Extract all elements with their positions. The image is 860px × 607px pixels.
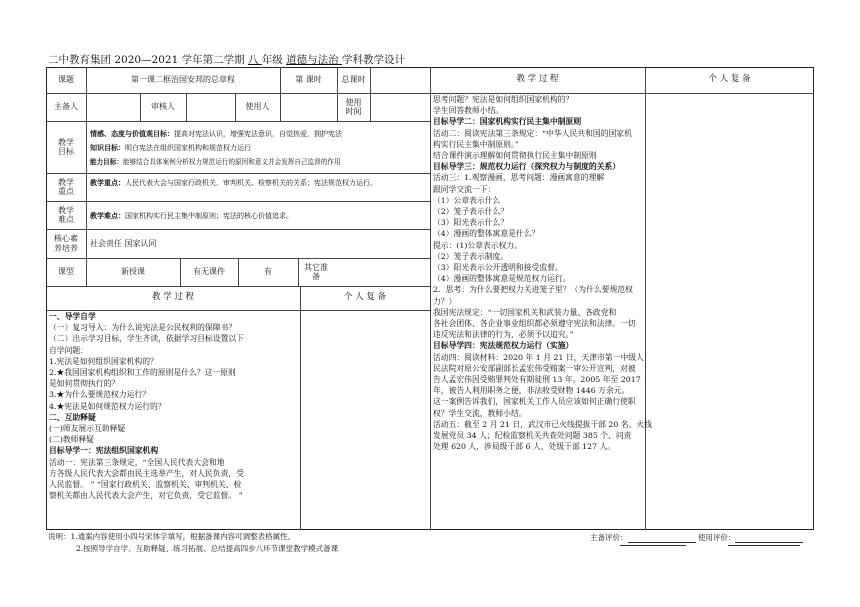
label-other-preparation: 其它准 备	[304, 262, 328, 281]
use-eval-label: 使用评价：	[697, 533, 736, 542]
document-heading	[48, 52, 568, 66]
process-line: 构实行民主集中制原则。”	[433, 139, 519, 149]
column-divider	[430, 67, 431, 530]
process-line: 活动一：宪法第三条规定，“全国人民代表大会和地	[49, 457, 225, 467]
goal-emotion-label: 情感、态度与价值观目标：	[90, 129, 174, 138]
label-use-time: 使用 时间	[345, 97, 362, 116]
process-line: 违反宪法和法律的行为，必须予以追究。”	[433, 330, 574, 340]
difficult-points-text: 国家机构实行民主集中制原则；宪法的核心价值追求。	[125, 212, 293, 220]
courseware-value: 有	[264, 267, 272, 277]
process-line: 处理 620 人，涉局级干部 6 人、处级干部 127 人。	[433, 442, 616, 452]
process-line: 目标导学一：宪法组织国家机构	[49, 446, 159, 456]
process-line: 目标导学二：国家机构实行民主集中制原则	[433, 117, 582, 127]
note-2: 2.按照导学自学、互助释疑、练习拓展、总结提高四步八环节课堂教学模式备课	[76, 544, 339, 553]
evaluation-area	[590, 532, 803, 543]
process-line: (一)师友展示互助释疑	[49, 424, 126, 434]
process-line: 学生回答教师小结。	[433, 106, 504, 116]
label-main-preparer: 主备人	[54, 102, 78, 112]
process-line: 这一案例告诉我们，国家机关工作人员应该如何正确行使职	[433, 397, 636, 407]
process-line: 权？学生交流，教师小结。	[433, 408, 527, 418]
process-line: 4.★宪法是如何规范权力运行的？	[49, 401, 166, 411]
process-line: 活动五：截至 2 月 21 日，武汉市已火线提拔干部 20 名、火线	[433, 419, 652, 429]
process-line: 力？）	[433, 296, 457, 306]
row-divider	[46, 201, 430, 202]
process-line: 告人孟宏伟因受贿罪判处有期徒刑 13 年。2005 年至 2017	[433, 375, 641, 385]
process-line: (二)教师释疑	[49, 435, 95, 445]
goal-knowledge-text: 明白宪法在组织国家机构和规范权力运行	[125, 144, 251, 152]
key-points-content	[90, 177, 428, 189]
left-process-content	[49, 311, 299, 501]
main-eval-underline-2	[620, 545, 686, 546]
process-line: 3.★为什么要规范权力运行？	[49, 390, 151, 400]
process-line: （4）漫画的整体寓意是规范权力运行。	[433, 274, 571, 284]
process-line: 结合课件演示理解如何贯彻执行民主集中制原则	[433, 151, 597, 161]
process-line: （3）阳光表示什么？	[433, 218, 509, 228]
process-line: 1.宪法是如何组织国家机构的？	[49, 356, 158, 366]
process-line: （2）笼子表示什么？	[433, 207, 509, 217]
goal-emotion-text: 提高对宪法认识，增强宪法意识，自觉热爱，拥护宪法	[174, 130, 342, 138]
process-line: 人民监督。 ” “国家行政机关、监察机关、审判机关、检	[49, 480, 242, 490]
process-line: （3）阳光表示公开透明和接受监督。	[433, 263, 563, 273]
goal-ability-label: 能力目标：	[90, 158, 123, 166]
label-total-lessons: 总课时	[341, 75, 366, 85]
difficult-points-title: 教学难点：	[90, 211, 125, 220]
goal-knowledge-label: 知识目标：	[90, 143, 125, 152]
teaching-goals-content	[90, 127, 428, 169]
row-divider	[46, 121, 430, 122]
process-line: 民法院对原公安部副部长孟宏伟受贿案一审公开宣判，对被	[433, 363, 636, 373]
process-line: 2．思考：为什么要把权力关进笼子里？（为什么要规范权	[433, 285, 633, 295]
process-line: 活动三：1.观察漫画，思考问题：漫画寓意的理解	[433, 173, 605, 183]
process-line: 一、导学自学	[49, 312, 96, 321]
process-line: 2.★我国国家机构组织和工作的原则是什么？这一原则	[49, 368, 236, 378]
key-points-title: 教学重点：	[90, 178, 125, 187]
process-line: 目标导学三：规范权力运行（探究权力与制度的关系）	[433, 162, 621, 172]
column-divider	[370, 67, 371, 93]
heading-subject: 道德与法治	[286, 54, 342, 66]
goal-ability-text: 能够结合具体案例分析权力规范运行的原因和意义并会发挥自己监督的作用	[122, 158, 341, 166]
process-line: 各社会团体、各企业事业组织都必须遵守宪法和法律。一切	[433, 319, 636, 329]
process-line: 是如何贯彻执行的？	[49, 379, 120, 389]
label-has-courseware: 有无课件	[193, 267, 225, 277]
process-line: 自学问题：	[49, 345, 88, 355]
process-line: 发展党员 34 人；纪检监察机关共查处问题 385 个、问责	[433, 431, 632, 441]
label-user: 使用人	[245, 102, 270, 112]
label-teaching-goals: 教学 目标	[58, 137, 74, 156]
process-line: 察机关都由人民代表大会产生，对它负责，受它监督。 ”	[49, 491, 243, 501]
note-1: 1.通案内容使用小四号宋体字填写，根据备课内容可调整表格属性。	[70, 532, 296, 541]
label-reviewer: 审核人	[151, 102, 175, 112]
process-line: 目标导学四：宪法规范权力运行（实施）	[433, 341, 574, 351]
key-points-text: 人民代表大会与国家行政机关、审判机关、检察机关的关系；宪法规范权力运行。	[125, 179, 377, 187]
process-line: 我国宪法规定：“一切国家机关和武装力量、各政党和	[433, 307, 617, 317]
process-line: 跟同学交流一下：	[433, 184, 496, 194]
process-line: （2）笼子表示制度。	[433, 251, 509, 261]
process-line: 年，被告人利用职务之便，非法收受财物 1446 万余元。	[433, 386, 630, 396]
process-line: （1）公章表示什么	[433, 195, 501, 205]
difficult-points-content	[90, 210, 428, 222]
label-key-points: 教学 重点	[58, 177, 74, 196]
core-literacy-text: 社会责任 国家认同	[90, 238, 157, 248]
label-difficult-points: 教学 难点	[58, 205, 74, 224]
label-topic: 课题	[58, 75, 74, 85]
use-eval-underline-2	[728, 545, 800, 546]
heading-prefix: 二中教育集团 2020—2021 学年第二学期	[48, 54, 248, 66]
label-core-literacy: 核心素 养培养	[54, 234, 78, 253]
column-divider	[186, 93, 187, 121]
right-review-header: 个 人 复 备	[708, 74, 751, 85]
right-process-header: 教 学 过 程	[516, 74, 559, 85]
use-eval-field[interactable]	[735, 533, 803, 543]
label-lesson-number: 第 课时	[295, 75, 322, 85]
left-process-header: 教 学 过 程	[151, 292, 195, 303]
main-eval-field[interactable]	[628, 533, 696, 543]
process-line: 思考问题？宪法是如何组织国家机构的？	[433, 95, 574, 104]
topic-value: 第一课二框治国安邦的总章程	[131, 75, 235, 85]
process-line: 活动四：阅读材料：2020 年 1 月 21 日，天津市第一中级人	[433, 352, 644, 362]
label-lesson-type: 课型	[58, 267, 74, 277]
column-divider	[645, 67, 646, 530]
column-divider	[370, 93, 371, 121]
right-process-content	[433, 94, 652, 453]
process-line: 二、互助释疑	[49, 412, 96, 422]
row-divider	[46, 173, 430, 174]
heading-grade-suffix: 年级	[261, 54, 287, 66]
heading-grade: 八	[247, 54, 262, 66]
process-line: 活动二：阅读宪法第三条规定：“中华人民共和国的国家机	[433, 128, 632, 138]
heading-suffix: 学科教学设计	[342, 54, 405, 66]
process-line: （4）漫画的整体寓意是什么？	[433, 229, 540, 239]
process-line: 提示：(1)公章表示权力。	[433, 240, 523, 250]
process-line: 方各级人民代表大会都由民主选举产生，对人民负责，受	[49, 468, 244, 478]
column-divider	[300, 286, 301, 530]
process-line: （一）复习导入：为什么说宪法是公民权利的保障书？	[49, 323, 237, 333]
lesson-type-value: 新授课	[121, 267, 145, 277]
left-review-header: 个 人 复 备	[343, 292, 387, 303]
main-eval-label: 主备评价：	[590, 533, 628, 542]
process-line: （二）出示学习目标，学生齐读，依据学习目标设置以下	[49, 334, 244, 344]
note-label: 说明：	[48, 532, 71, 541]
